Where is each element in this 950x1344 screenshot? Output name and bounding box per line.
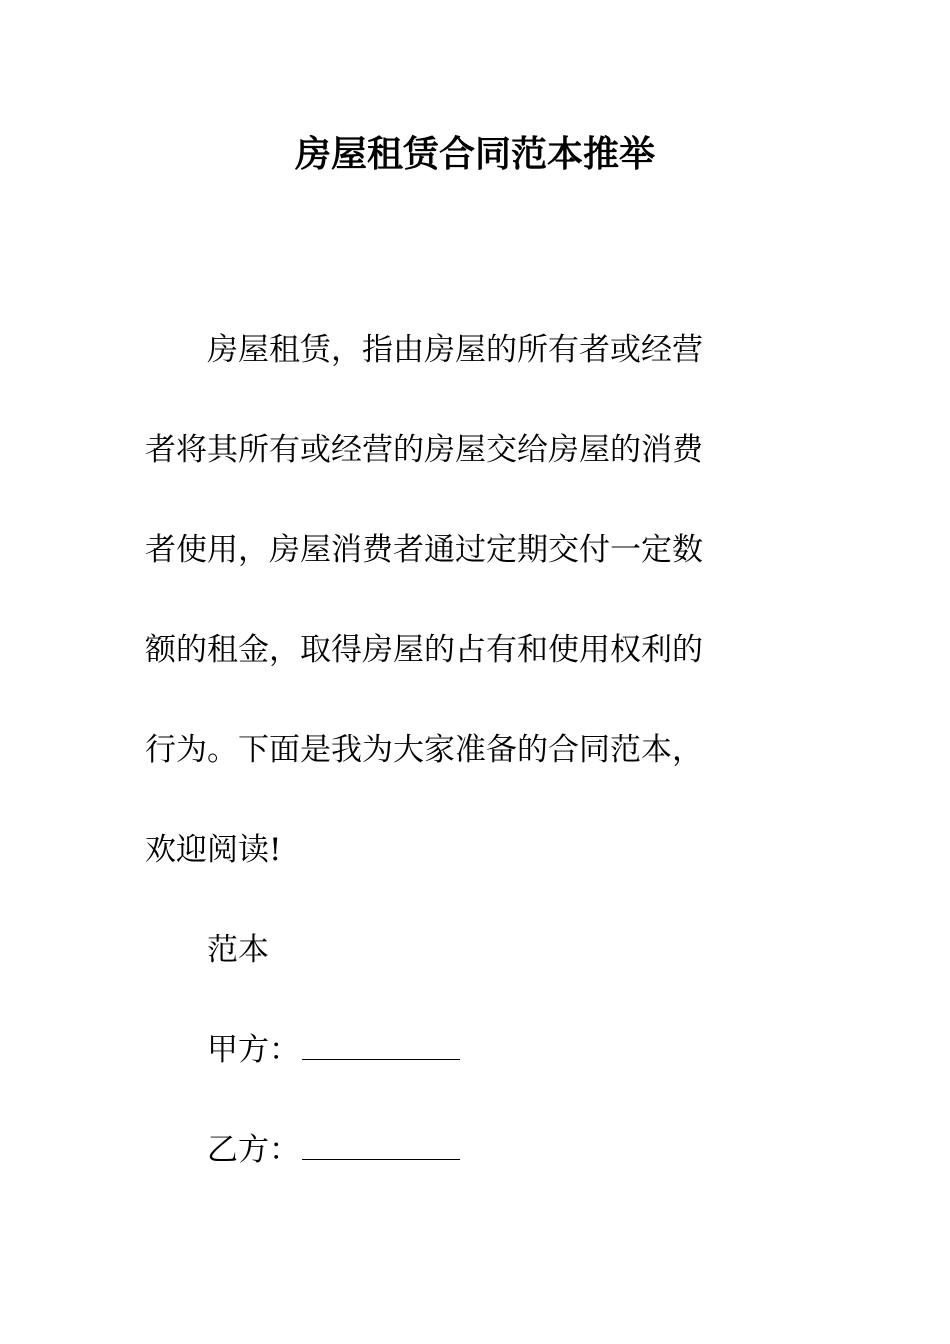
party-b-label: 乙方： <box>207 1132 300 1168</box>
party-b-line <box>145 1100 805 1200</box>
party-a-line <box>145 1000 805 1100</box>
intro-line-2: 者将其所有或经营的房屋交给房屋的消费 <box>145 432 703 468</box>
section-label: 范本 <box>207 932 269 968</box>
party-a-label: 甲方： <box>207 1032 300 1068</box>
document-body <box>145 300 805 1200</box>
intro-line-4: 额的租金，取得房屋的占有和使用权利的 <box>145 632 703 668</box>
party-b-blank <box>302 1129 460 1160</box>
page-title: 房屋租赁合同范本推举 <box>294 133 655 175</box>
intro-line-6: 欢迎阅读! <box>145 832 282 868</box>
intro-line-3: 者使用，房屋消费者通过定期交付一定数 <box>145 532 703 568</box>
intro-line-5: 行为。下面是我为大家准备的合同范本， <box>145 732 703 768</box>
intro-line-1: 房屋租赁，指由房屋的所有者或经营 <box>207 332 703 368</box>
party-a-blank <box>302 1029 460 1060</box>
